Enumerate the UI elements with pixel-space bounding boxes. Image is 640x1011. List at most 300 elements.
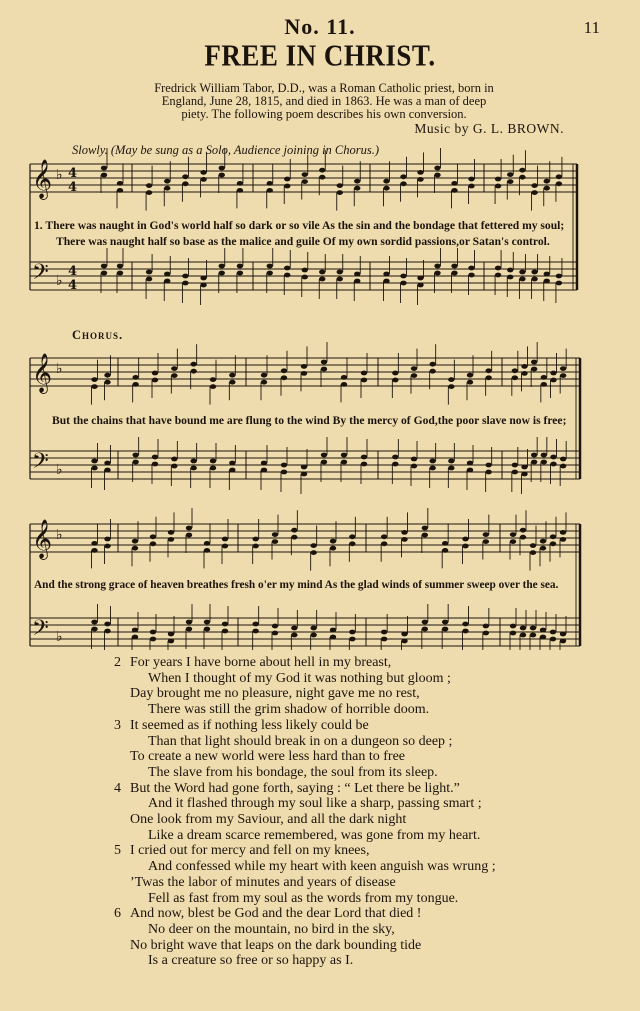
- note-head: [117, 271, 123, 276]
- note-head: [204, 620, 210, 625]
- note-head: [448, 377, 454, 382]
- note-head: [560, 530, 566, 535]
- note-head: [411, 457, 417, 462]
- note-head: [349, 534, 355, 539]
- verse1-lyric-line1: 1. There was naught in God's world half so dark or so vile As the sin and the bondage that fettered my soul;: [34, 219, 565, 232]
- note-head: [91, 620, 97, 625]
- note-head: [411, 373, 417, 378]
- note-head: [541, 453, 547, 458]
- note-head: [150, 637, 156, 642]
- note-head: [91, 466, 97, 471]
- note-head: [237, 181, 243, 186]
- note-head: [495, 184, 501, 189]
- note-head: [267, 271, 273, 276]
- note-head: [392, 455, 398, 460]
- note-head: [281, 470, 287, 475]
- note-head: [229, 461, 235, 466]
- note-head: [556, 174, 562, 179]
- note-head: [132, 635, 138, 640]
- note-head: [204, 541, 210, 546]
- note-head: [520, 528, 526, 533]
- note-head: [310, 633, 316, 638]
- note-head: [186, 620, 192, 625]
- note-head: [354, 272, 360, 277]
- stanza-6: [116, 906, 596, 969]
- note-head: [434, 166, 440, 171]
- note-head: [91, 377, 97, 382]
- note-head: [519, 168, 525, 173]
- note-head: [530, 550, 536, 555]
- note-head: [337, 190, 343, 195]
- note-head: [186, 526, 192, 531]
- note-head: [550, 541, 556, 546]
- note-head: [510, 532, 516, 537]
- note-head: [272, 539, 278, 544]
- note-head: [164, 279, 170, 284]
- note-head: [510, 539, 516, 544]
- note-head: [341, 382, 347, 387]
- note-head: [401, 530, 407, 535]
- note-head: [164, 272, 170, 277]
- note-head: [411, 464, 417, 469]
- note-head: [330, 546, 336, 551]
- stanza-line: Day brought me no pleasure, night gave me no rest,: [130, 686, 420, 702]
- hymn-title: FREE IN CHRIST.: [204, 37, 436, 73]
- stanza-line: When I thought of my God it was nothing but gloom ;: [148, 670, 451, 686]
- note-head: [544, 272, 550, 277]
- note-head: [91, 384, 97, 389]
- note-head: [321, 453, 327, 458]
- note-head: [417, 177, 423, 182]
- note-head: [560, 457, 566, 462]
- note-head: [252, 629, 258, 634]
- note-head: [510, 624, 516, 629]
- note-head: [200, 177, 206, 182]
- note-head: [540, 546, 546, 551]
- note-head: [132, 539, 138, 544]
- note-head: [204, 627, 210, 632]
- chorus-label: Chorus.: [72, 328, 124, 342]
- note-head: [468, 273, 474, 278]
- chorus-lyric-line2: And the strong grace of heaven breathes fresh o'er my mind As the glad winds of summer sweep over the sea.: [34, 579, 559, 591]
- note-head: [291, 626, 297, 631]
- note-head: [349, 541, 355, 546]
- note-head: [560, 537, 566, 542]
- note-head: [417, 283, 423, 288]
- note-head: [560, 366, 566, 371]
- stanza-line: For years I have borne about hell in my breast,: [130, 655, 392, 670]
- note-head: [101, 271, 107, 276]
- note-head: [104, 537, 110, 542]
- note-head: [448, 459, 454, 464]
- note-head: [302, 179, 308, 184]
- note-head: [556, 274, 562, 279]
- note-head: [101, 166, 107, 171]
- stanza-line: And confessed while my heart with keen anguish was wrung ;: [148, 859, 496, 875]
- stanza-5: [116, 843, 596, 906]
- note-head: [310, 550, 316, 555]
- note-head: [132, 382, 138, 387]
- note-head: [540, 635, 546, 640]
- stanza-line: The slave from his bondage, the soul from its sleep.: [148, 764, 438, 780]
- note-head: [400, 274, 406, 279]
- note-head: [510, 631, 516, 636]
- note-head: [392, 462, 398, 467]
- verse1-lyric-line2: There was naught half so base as the malice and guile Of my own sordid passions,or Satan's control.: [56, 235, 550, 248]
- note-head: [168, 530, 174, 535]
- note-head: [104, 544, 110, 549]
- stanza-line: I cried out for mercy and fell on my knees,: [130, 843, 370, 859]
- note-head: [272, 624, 278, 629]
- note-head: [531, 277, 537, 282]
- note-head: [261, 380, 267, 385]
- note-head: [190, 369, 196, 374]
- note-head: [210, 377, 216, 382]
- time-signature-bottom: 4: [68, 278, 78, 293]
- note-head: [354, 279, 360, 284]
- note-head: [302, 275, 308, 280]
- note-head: [462, 622, 468, 627]
- note-head: [101, 173, 107, 178]
- note-head: [171, 464, 177, 469]
- stanza-line: But the Word had gone forth, saying : “ Let there be light.”: [130, 780, 460, 796]
- note-head: [530, 626, 536, 631]
- note-head: [104, 629, 110, 634]
- flat-icon: ♭: [56, 167, 63, 183]
- stanza-number: 3: [114, 717, 121, 733]
- note-head: [229, 373, 235, 378]
- note-head: [550, 378, 556, 383]
- note-head: [330, 539, 336, 544]
- note-head: [337, 277, 343, 282]
- note-head: [468, 266, 474, 271]
- note-head: [422, 620, 428, 625]
- note-head: [252, 544, 258, 549]
- note-head: [132, 460, 138, 465]
- note-head: [401, 632, 407, 637]
- note-head: [520, 633, 526, 638]
- note-head: [237, 264, 243, 269]
- stanza-line: And now, blest be God and the dear Lord that died !: [130, 906, 422, 922]
- note-head: [330, 635, 336, 640]
- note-head: [146, 270, 152, 275]
- note-head: [301, 371, 307, 376]
- note-head: [520, 535, 526, 540]
- note-head: [222, 537, 228, 542]
- note-head: [237, 271, 243, 276]
- note-head: [462, 544, 468, 549]
- note-head: [512, 368, 518, 373]
- note-head: [541, 375, 547, 380]
- note-head: [392, 378, 398, 383]
- note-head: [341, 375, 347, 380]
- note-head: [132, 375, 138, 380]
- stanza-line: One look from my Saviour, and all the dark night: [130, 812, 407, 828]
- note-head: [392, 371, 398, 376]
- note-head: [200, 276, 206, 281]
- note-head: [152, 462, 158, 467]
- note-head: [495, 273, 501, 278]
- note-head: [252, 622, 258, 627]
- stanza-line: And it flashed through my soul like a sharp, passing smart ;: [148, 796, 482, 812]
- note-head: [550, 534, 556, 539]
- note-head: [507, 172, 513, 177]
- note-head: [462, 629, 468, 634]
- note-head: [91, 548, 97, 553]
- note-head: [442, 627, 448, 632]
- note-head: [507, 275, 513, 280]
- note-head: [483, 539, 489, 544]
- note-head: [411, 366, 417, 371]
- note-head: [267, 188, 273, 193]
- note-head: [512, 463, 518, 468]
- note-head: [560, 373, 566, 378]
- note-head: [442, 620, 448, 625]
- treble-clef-icon: 𝄞: [32, 353, 53, 393]
- note-head: [520, 626, 526, 631]
- note-head: [521, 472, 527, 477]
- stanza-line: Is a creature so free or so happy as I.: [148, 953, 354, 969]
- note-head: [284, 273, 290, 278]
- note-head: [540, 628, 546, 633]
- note-head: [91, 541, 97, 546]
- note-head: [237, 188, 243, 193]
- note-head: [284, 177, 290, 182]
- note-head: [186, 627, 192, 632]
- note-head: [560, 464, 566, 469]
- note-head: [381, 637, 387, 642]
- note-head: [222, 622, 228, 627]
- flat-icon: ♭: [56, 527, 63, 543]
- bass-clef-icon: 𝄢: [32, 260, 49, 290]
- note-head: [361, 455, 367, 460]
- note-head: [467, 468, 473, 473]
- note-head: [337, 270, 343, 275]
- note-head: [541, 460, 547, 465]
- note-head: [281, 463, 287, 468]
- note-head: [319, 270, 325, 275]
- note-head: [132, 453, 138, 458]
- note-head: [429, 369, 435, 374]
- note-head: [519, 175, 525, 180]
- note-head: [310, 626, 316, 631]
- stanza-number: 4: [114, 780, 121, 796]
- note-head: [319, 168, 325, 173]
- note-head: [361, 371, 367, 376]
- note-head: [168, 639, 174, 644]
- note-head: [451, 264, 457, 269]
- note-head: [354, 179, 360, 184]
- time-signature-bottom: 4: [68, 180, 78, 195]
- note-head: [483, 631, 489, 636]
- note-head: [448, 384, 454, 389]
- note-head: [210, 384, 216, 389]
- note-head: [104, 380, 110, 385]
- stanza-line: There was still the grim shadow of horrible doom.: [148, 702, 430, 718]
- note-head: [261, 461, 267, 466]
- note-head: [146, 190, 152, 195]
- note-head: [521, 371, 527, 376]
- note-head: [152, 378, 158, 383]
- note-head: [219, 173, 225, 178]
- note-head: [381, 541, 387, 546]
- note-head: [252, 537, 258, 542]
- stanza-line: Fell as fast from my soul as the words from my tongue.: [148, 890, 459, 906]
- stanza-line: Like a dream scarce remembered, was gone from my heart.: [148, 827, 481, 843]
- note-head: [434, 271, 440, 276]
- note-head: [544, 279, 550, 284]
- note-head: [512, 375, 518, 380]
- note-head: [150, 534, 156, 539]
- note-head: [229, 468, 235, 473]
- note-head: [530, 633, 536, 638]
- note-head: [485, 463, 491, 468]
- note-head: [361, 462, 367, 467]
- note-head: [341, 460, 347, 465]
- treble-clef-icon: 𝄞: [32, 519, 53, 559]
- stanza-line: Than that light should break in on a dungeon so deep ;: [148, 733, 453, 749]
- note-head: [182, 281, 188, 286]
- note-head: [361, 378, 367, 383]
- note-head: [164, 186, 170, 191]
- flat-icon: ♭: [56, 629, 63, 645]
- note-head: [531, 183, 537, 188]
- note-head: [319, 277, 325, 282]
- note-head: [168, 537, 174, 542]
- stanza-line: To create a new world were less hard than to free: [130, 749, 406, 765]
- stanza-line: It seemed as if nothing less likely could be: [130, 717, 369, 733]
- flat-icon: ♭: [56, 273, 63, 289]
- note-head: [512, 470, 518, 475]
- intro-line: Fredrick William Tabor, D.D., was a Roman Catholic priest, born in: [154, 81, 494, 95]
- note-head: [261, 373, 267, 378]
- note-head: [222, 544, 228, 549]
- note-head: [383, 186, 389, 191]
- note-head: [531, 453, 537, 458]
- note-head: [451, 181, 457, 186]
- note-head: [383, 279, 389, 284]
- note-head: [448, 466, 454, 471]
- note-head: [550, 371, 556, 376]
- note-head: [301, 465, 307, 470]
- note-head: [164, 179, 170, 184]
- note-head: [519, 270, 525, 275]
- note-head: [550, 455, 556, 460]
- note-head: [219, 264, 225, 269]
- note-head: [302, 268, 308, 273]
- note-head: [467, 461, 473, 466]
- note-head: [400, 174, 406, 179]
- note-head: [381, 630, 387, 635]
- note-head: [229, 380, 235, 385]
- stanza-line: No bright wave that leaps on the dark bounding tide: [130, 937, 422, 953]
- note-head: [417, 170, 423, 175]
- note-head: [321, 367, 327, 372]
- note-head: [210, 459, 216, 464]
- page-number: 11: [583, 18, 600, 37]
- note-head: [349, 630, 355, 635]
- music-credit: Music by G. L. BROWN.: [414, 121, 564, 136]
- treble-clef-icon: 𝄞: [32, 159, 53, 199]
- intro-line: England, June 28, 1815, and died in 1863. He was a man of deep: [161, 94, 487, 108]
- note-head: [310, 543, 316, 548]
- note-head: [337, 183, 343, 188]
- note-head: [291, 528, 297, 533]
- flat-icon: ♭: [56, 462, 63, 478]
- note-head: [519, 277, 525, 282]
- note-head: [544, 179, 550, 184]
- note-head: [321, 460, 327, 465]
- note-head: [354, 186, 360, 191]
- note-head: [146, 277, 152, 282]
- note-head: [272, 532, 278, 537]
- note-head: [186, 533, 192, 538]
- note-head: [451, 271, 457, 276]
- note-head: [291, 535, 297, 540]
- note-head: [171, 373, 177, 378]
- note-head: [182, 174, 188, 179]
- note-head: [451, 188, 457, 193]
- note-head: [540, 539, 546, 544]
- note-head: [556, 281, 562, 286]
- note-head: [560, 632, 566, 637]
- note-head: [468, 184, 474, 189]
- note-head: [182, 274, 188, 279]
- note-head: [422, 526, 428, 531]
- note-head: [531, 190, 537, 195]
- note-head: [117, 188, 123, 193]
- note-head: [152, 371, 158, 376]
- stanza-line: No deer on the mountain, no bird in the sky,: [148, 921, 395, 937]
- note-head: [190, 362, 196, 367]
- note-head: [281, 368, 287, 373]
- note-head: [442, 541, 448, 546]
- note-head: [150, 630, 156, 635]
- flat-icon: ♭: [56, 361, 63, 377]
- note-head: [222, 629, 228, 634]
- note-head: [541, 382, 547, 387]
- note-head: [267, 181, 273, 186]
- note-head: [531, 460, 537, 465]
- note-head: [284, 266, 290, 271]
- note-head: [417, 276, 423, 281]
- note-head: [301, 364, 307, 369]
- note-head: [281, 375, 287, 380]
- note-head: [150, 541, 156, 546]
- note-head: [171, 457, 177, 462]
- note-head: [341, 453, 347, 458]
- note-head: [117, 181, 123, 186]
- note-head: [467, 380, 473, 385]
- note-head: [429, 362, 435, 367]
- note-head: [401, 537, 407, 542]
- intro-line: piety. The following poem describes his own conversion.: [181, 107, 467, 121]
- note-head: [152, 455, 158, 460]
- note-head: [301, 472, 307, 477]
- note-head: [401, 639, 407, 644]
- note-head: [267, 264, 273, 269]
- note-head: [483, 532, 489, 537]
- note-head: [531, 360, 537, 365]
- tempo-marking: Slowly. (May be sung as a Solo, Audience joining in Chorus.): [72, 143, 380, 157]
- note-head: [442, 548, 448, 553]
- note-head: [468, 177, 474, 182]
- note-head: [104, 468, 110, 473]
- time-signature-top: 4: [68, 264, 78, 279]
- note-head: [495, 266, 501, 271]
- stanza-number: 2: [114, 655, 121, 670]
- note-head: [507, 268, 513, 273]
